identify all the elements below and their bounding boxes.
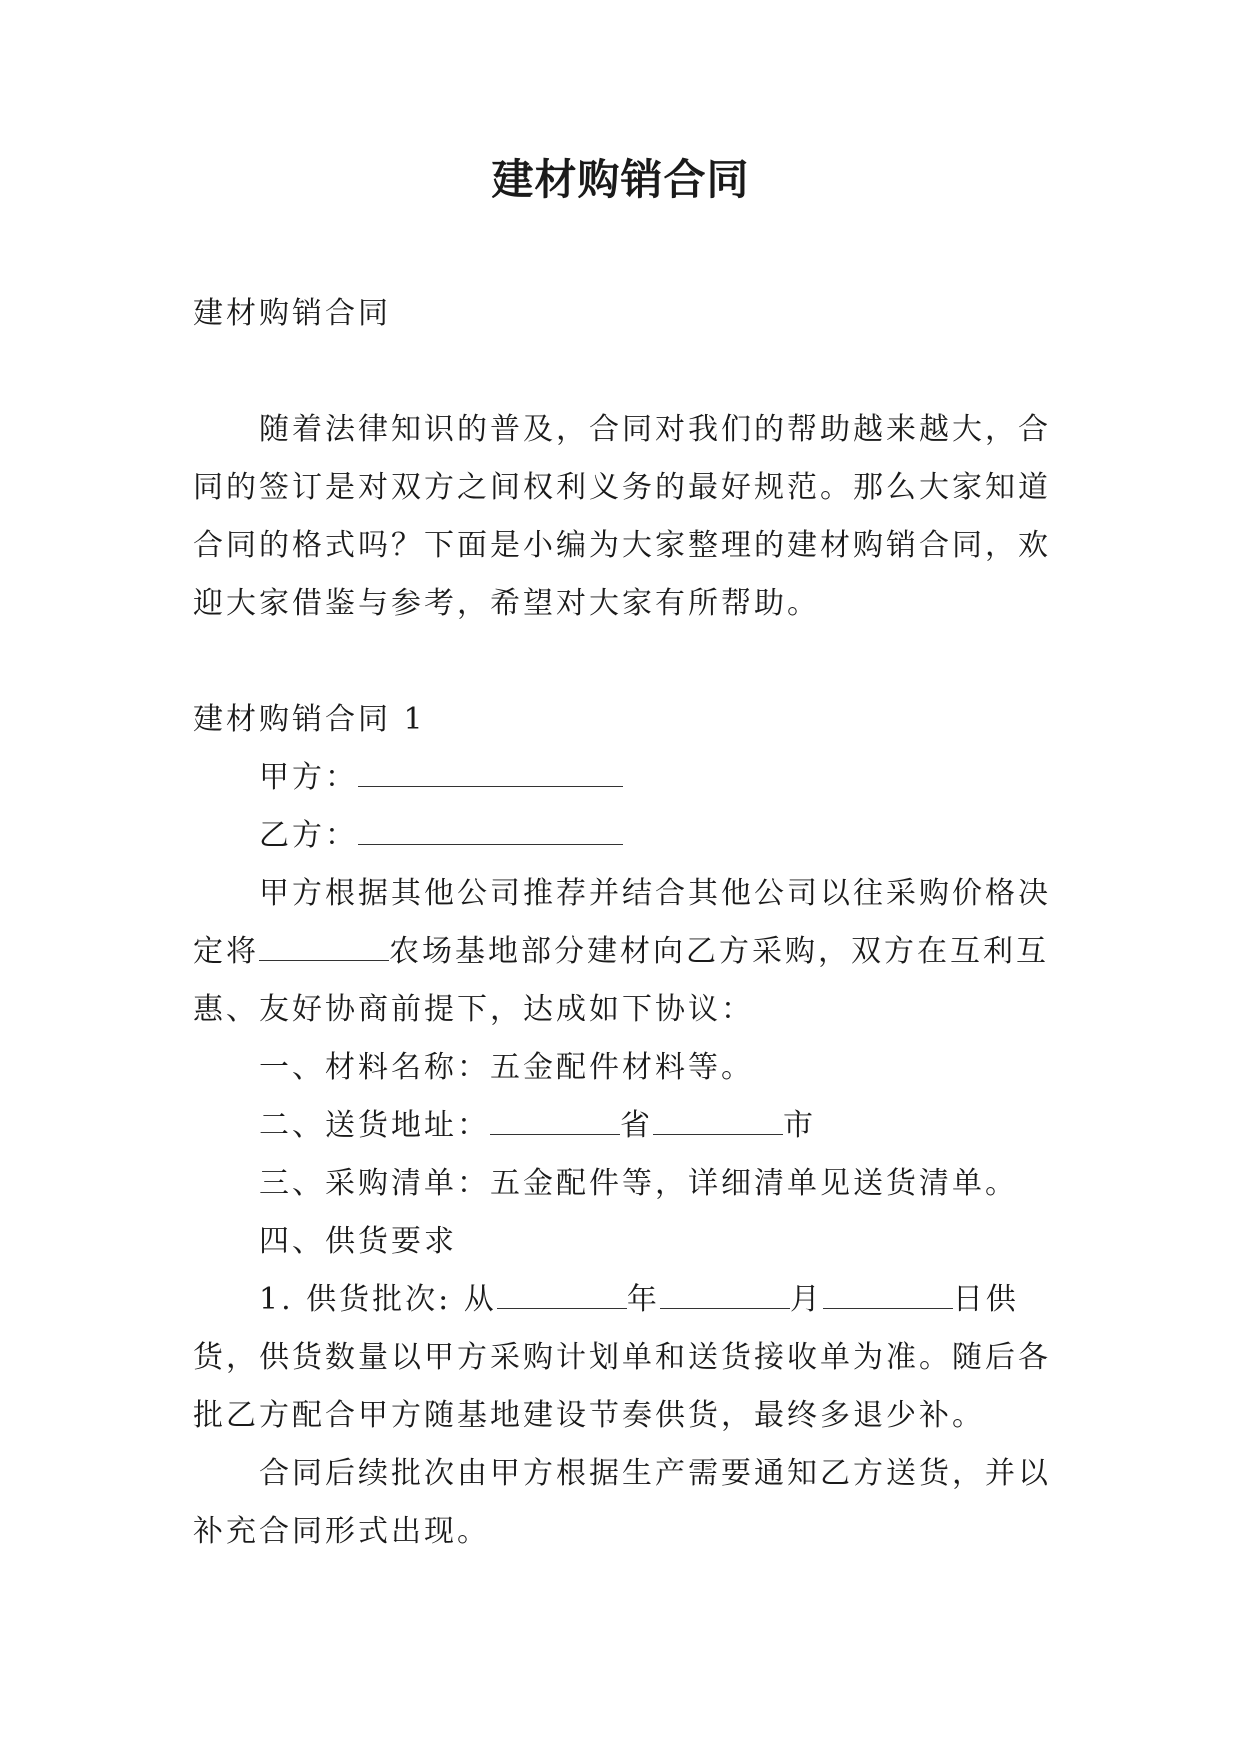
province-label: 省 [620, 1108, 653, 1143]
province-blank [490, 1112, 620, 1135]
document-body [193, 285, 1053, 1561]
month-blank [660, 1286, 790, 1309]
document-subtitle: 建材购销合同 [193, 296, 391, 331]
party-a-label: 甲方： [259, 760, 358, 795]
supply-paragraph [193, 1271, 1053, 1445]
item-3: 三、采购清单：五金配件等，详细清单见送货清单。 [259, 1166, 1018, 1201]
item-2-label: 二、送货地址： [259, 1108, 490, 1143]
spacer [193, 633, 1053, 691]
city-label: 市 [783, 1108, 816, 1143]
item-4: 四、供货要求 [259, 1224, 457, 1259]
party-b-line [193, 807, 1053, 865]
follow-up-paragraph: 合同后续批次由甲方根据生产需要通知乙方送货，并以补充合同形式出现。 [193, 1456, 1051, 1549]
month-label: 月 [789, 1282, 823, 1317]
document-title: 建材购销合同 [491, 155, 750, 204]
year-blank [497, 1286, 627, 1309]
party-a-line [193, 749, 1053, 807]
party-a-blank [358, 764, 623, 787]
city-blank [653, 1112, 783, 1135]
preamble-paragraph [193, 865, 1053, 1039]
preamble-part-1: 甲方根据其他公司推荐并结合其他公司以往采购价格决定将 [193, 876, 1051, 969]
year-label: 年 [626, 1282, 660, 1317]
supply-prefix: 1. 供货批次: 从 [259, 1282, 497, 1317]
preamble-part-2: 农场基地部分建材向乙方采购，双方在互利互惠、友好协商前提下，达成如下协议： [193, 934, 1049, 1027]
item-2 [193, 1097, 1053, 1155]
party-b-label: 乙方： [259, 818, 358, 853]
section-title: 建材购销合同 1 [193, 702, 426, 737]
day-blank [823, 1286, 953, 1309]
supply-rest: 日供货，供货数量以甲方采购计划单和送货接收单为准。随后各批乙方配合甲方随基地建设节奏供货，最终多退少补。 [193, 1282, 1051, 1433]
spacer [193, 343, 1053, 401]
party-b-blank [358, 822, 623, 845]
farm-name-blank [259, 938, 389, 961]
item-1: 一、材料名称：五金配件材料等。 [259, 1050, 754, 1085]
intro-paragraph: 随着法律知识的普及，合同对我们的帮助越来越大，合同的签订是对双方之间权利义务的最好规范。那么大家知道合同的格式吗？下面是小编为大家整理的建材购销合同，欢迎大家借鉴与参考，希望对大家有所帮助。 [193, 412, 1051, 621]
